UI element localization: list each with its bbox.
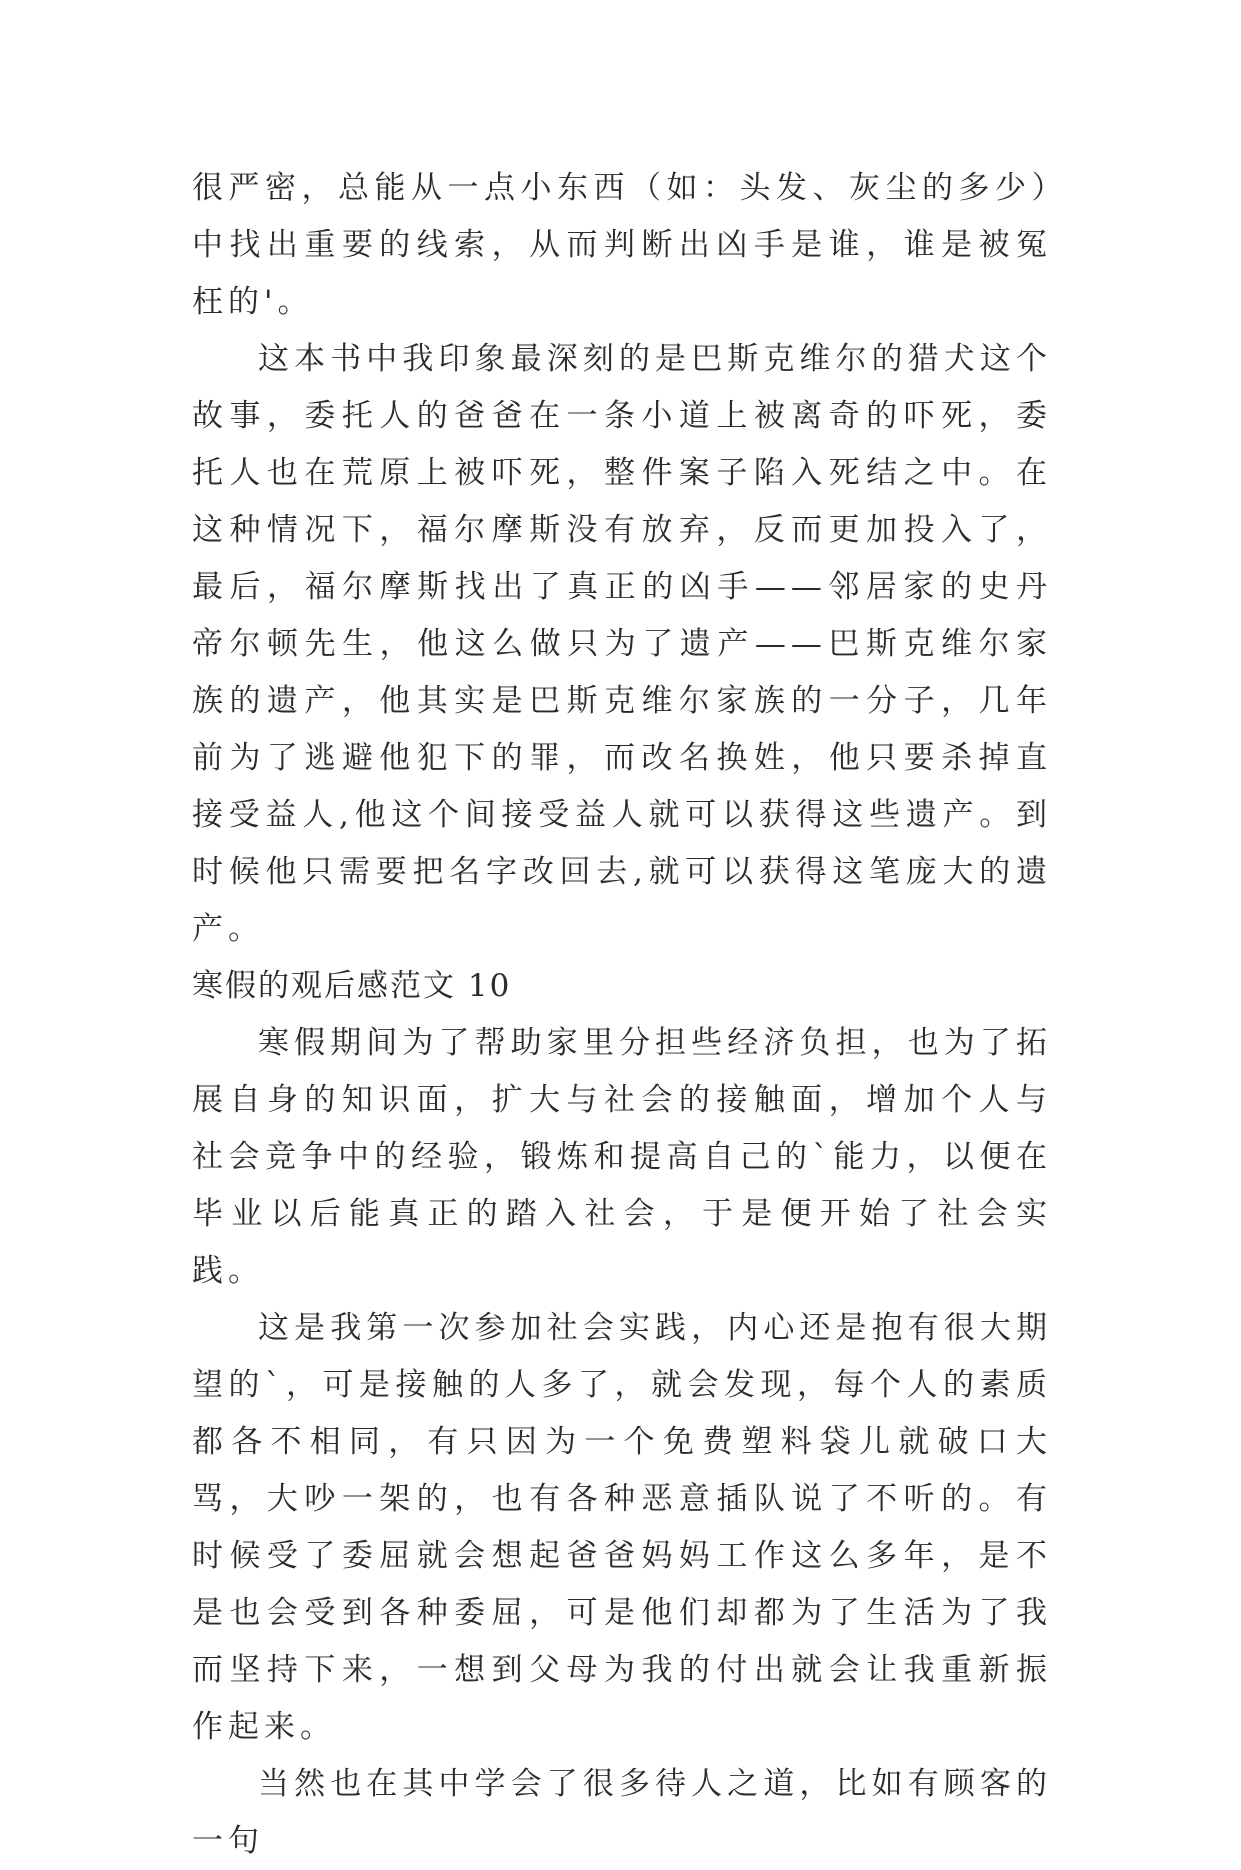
paragraph-winter-practice: 寒假期间为了帮助家里分担些经济负担，也为了拓展自身的知识面，扩大与社会的接触面，增加个人与社会竞争中的经验，锻炼和提高自己的`能力，以便在毕业以后能真正的踏入社会，于是便开始了社会实践。 bbox=[192, 1025, 1052, 1289]
paragraph-lessons: 当然也在其中学会了很多待人之道，比如有顾客的一句 bbox=[192, 1766, 1052, 1859]
paragraph-continuation: 很严密，总能从一点小东西（如：头发、灰尘的多少）中找出重要的线索，从而判断出凶手是谁，谁是被冤枉的'。 bbox=[192, 170, 1052, 320]
section-heading: 寒假的观后感范文 10 bbox=[192, 968, 512, 1004]
paragraph-first-experience: 这是我第一次参加社会实践，内心还是抱有很大期望的`，可是接触的人多了，就会发现，每个人的素质都各不相同，有只因为一个免费塑料袋儿就破口大骂，大吵一架的，也有各种恶意插队说了不听的。有时候受了委屈就会想起爸爸妈妈工作这么多年，是不是也会受到各种委屈，可是他们却都为了生活为了我而坚持下来，一想到父母为我的付出就会让我重新振作起来。 bbox=[192, 1310, 1052, 1745]
paragraph-hound-story: 这本书中我印象最深刻的是巴斯克维尔的猎犬这个故事，委托人的爸爸在一条小道上被离奇的吓死，委托人也在荒原上被吓死，整件案子陷入死结之中。在这种情况下，福尔摩斯没有放弃，反而更加投入了，最后，福尔摩斯找出了真正的凶手——邻居家的史丹帝尔顿先生，他这么做只为了遗产——巴斯克维尔家族的遗产，他其实是巴斯克维尔家族的一分子，几年前为了逃避他犯下的罪，而改名换姓，他只要杀掉直接受益人,他这个间接受益人就可以获得这些遗产。到时候他只需要把名字改回去,就可以获得这笔庞大的遗产。 bbox=[192, 341, 1052, 947]
document-body bbox=[192, 160, 1052, 1870]
